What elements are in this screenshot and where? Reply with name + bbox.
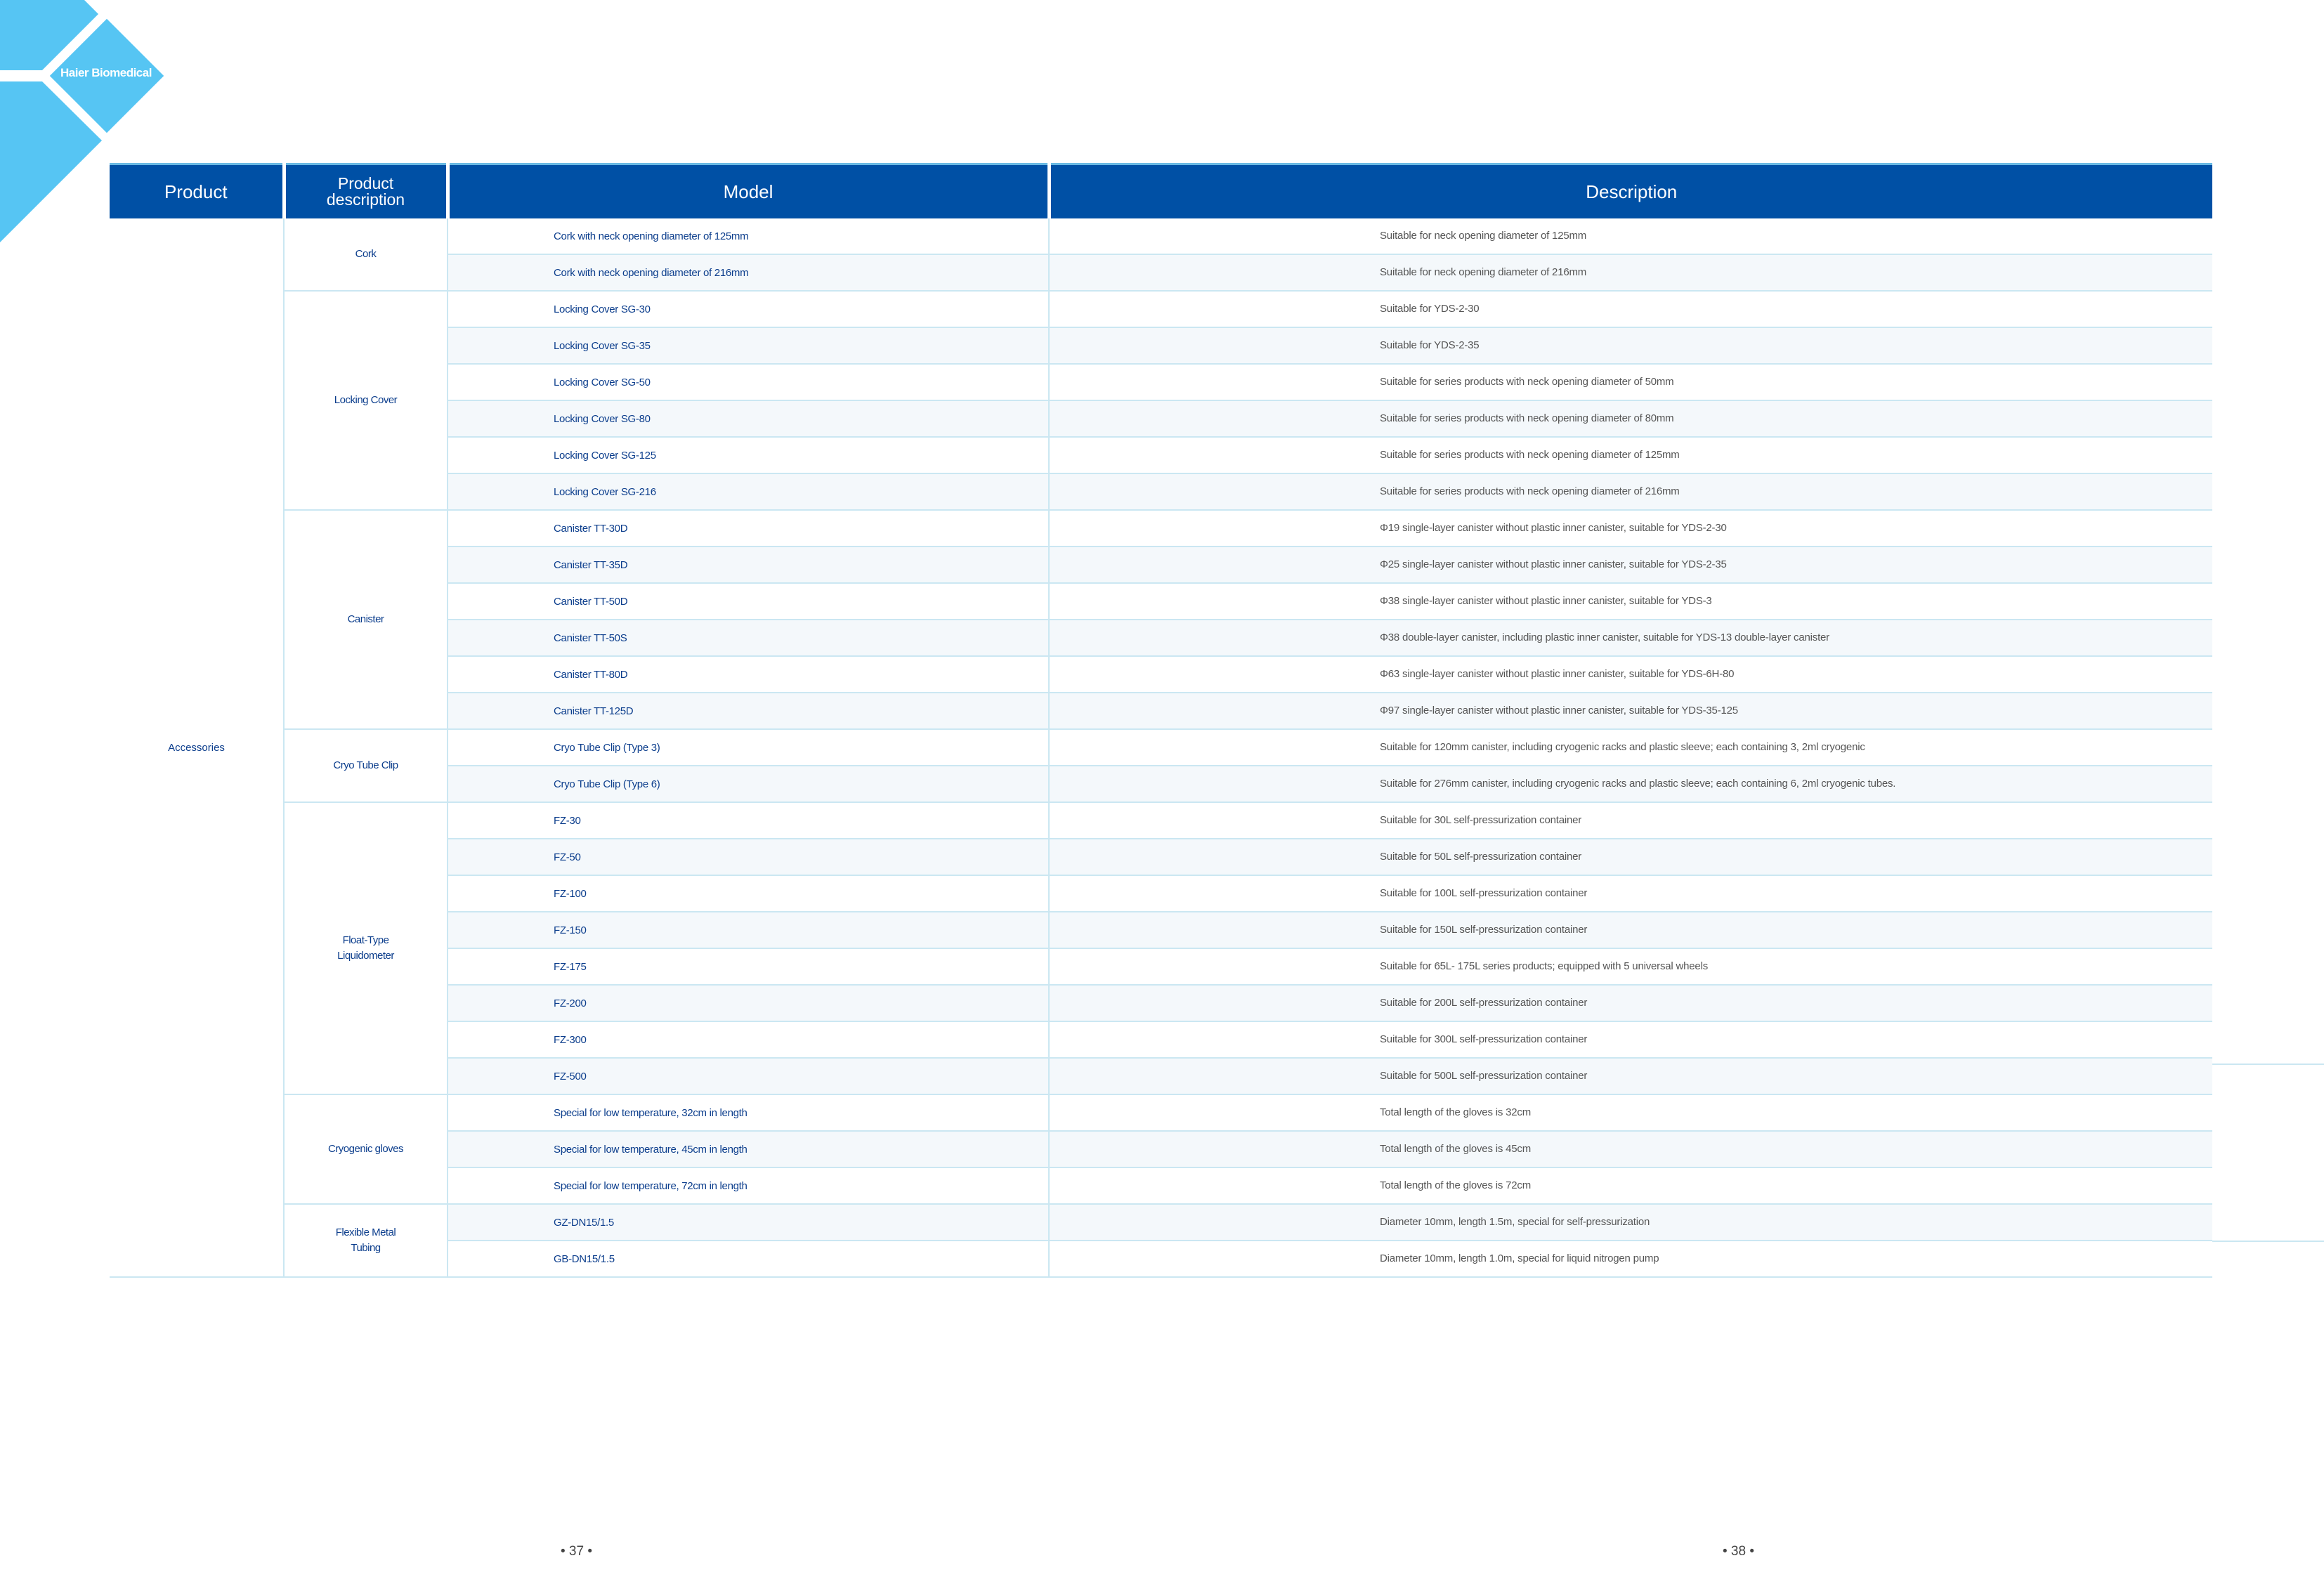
description-cell: [1049, 1021, 2212, 1058]
model-cell: Cryo Tube Clip (Type 6): [448, 766, 1049, 802]
page-number-left: • 37 •: [561, 1544, 592, 1559]
table-row: [110, 1204, 2212, 1241]
header-model: Model: [448, 164, 1049, 219]
table-row: [110, 802, 2212, 839]
model-cell: FZ-50: [448, 839, 1049, 875]
description-text: Suitable for 30L self-pressurization container: [1380, 814, 1582, 826]
description-cell: [1049, 1167, 2212, 1204]
description-text: Suitable for 300L self-pressurization container: [1380, 1033, 1588, 1045]
model-cell: FZ-150: [448, 912, 1049, 948]
description-text: Suitable for series products with neck opening diameter of 50mm: [1380, 376, 1674, 388]
description-cell: [1049, 729, 2212, 766]
description-cell: [1049, 839, 2212, 875]
header-description: Description: [1049, 164, 2212, 219]
description-cell: [1049, 218, 2212, 254]
model-cell: Canister TT-50S: [448, 620, 1049, 656]
description-text: Suitable for 500L self-pressurization container: [1380, 1070, 1588, 1082]
model-cell: Canister TT-125D: [448, 693, 1049, 729]
description-cell: [1049, 766, 2212, 802]
description-text: Φ25 single-layer canister without plastic inner canister, suitable for YDS-2-35: [1380, 558, 1727, 570]
product-description-text: Cryogenic gloves: [327, 1143, 404, 1155]
description-cell: [1049, 802, 2212, 839]
model-cell: GB-DN15/1.5: [448, 1241, 1049, 1277]
page-number-right: • 38 •: [1723, 1544, 1754, 1559]
model-cell: Locking Cover SG-35: [448, 327, 1049, 364]
header-product: Product: [110, 164, 284, 219]
model-cell: Locking Cover SG-30: [448, 291, 1049, 327]
description-cell: [1049, 656, 2212, 693]
model-cell: Locking Cover SG-125: [448, 437, 1049, 473]
description-text: Φ38 single-layer canister without plastic inner canister, suitable for YDS-3: [1380, 595, 1712, 607]
product-cell: Accessories: [110, 218, 284, 1277]
model-cell: FZ-500: [448, 1058, 1049, 1094]
description-cell: [1049, 1131, 2212, 1167]
description-text: Φ19 single-layer canister without plastic inner canister, suitable for YDS-2-30: [1380, 522, 1727, 534]
description-text: Φ97 single-layer canister without plastic inner canister, suitable for YDS-35-125: [1380, 705, 1738, 716]
product-description-text: Tubing: [351, 1242, 381, 1254]
product-description-cell: [284, 510, 448, 729]
product-description-cell: [284, 729, 448, 802]
description-cell: [1049, 583, 2212, 620]
description-cell: [1049, 1058, 2212, 1094]
description-text: Suitable for 120mm canister, including cryogenic racks and plastic sleeve; each containing 3, 2ml cryogenic: [1380, 741, 1865, 753]
description-cell: [1049, 912, 2212, 948]
product-description-text: Locking Cover: [334, 394, 398, 406]
table-body: [110, 218, 2212, 1277]
description-text: Suitable for 150L self-pressurization container: [1380, 924, 1588, 936]
product-description-text: Canister: [347, 613, 384, 625]
description-text: Suitable for 276mm canister, including cryogenic racks and plastic sleeve; each containing 6, 2ml cryogenic tubes.: [1380, 778, 1896, 790]
description-cell: [1049, 400, 2212, 437]
logo-text: Haier Biomedical: [60, 66, 152, 79]
divider: [2212, 1241, 2324, 1242]
product-description-cell: [284, 218, 448, 291]
table-row: [110, 729, 2212, 766]
model-cell: FZ-175: [448, 948, 1049, 985]
description-cell: [1049, 948, 2212, 985]
description-text: Total length of the gloves is 32cm: [1380, 1106, 1531, 1118]
model-cell: Canister TT-80D: [448, 656, 1049, 693]
description-cell: [1049, 1204, 2212, 1241]
model-cell: Canister TT-35D: [448, 547, 1049, 583]
description-text: Suitable for series products with neck opening diameter of 125mm: [1380, 449, 1680, 461]
description-text: Total length of the gloves is 72cm: [1380, 1179, 1531, 1191]
model-cell: Cryo Tube Clip (Type 3): [448, 729, 1049, 766]
model-cell: Locking Cover SG-80: [448, 400, 1049, 437]
description-cell: [1049, 1094, 2212, 1131]
model-cell: FZ-30: [448, 802, 1049, 839]
product-description-cell: [284, 802, 448, 1094]
description-text: Suitable for YDS-2-35: [1380, 339, 1480, 351]
description-text: Suitable for 200L self-pressurization container: [1380, 997, 1588, 1009]
description-text: Suitable for neck opening diameter of 216mm: [1380, 266, 1587, 278]
model-cell: FZ-200: [448, 985, 1049, 1021]
product-description-text: Cork: [355, 248, 377, 260]
description-cell: [1049, 473, 2212, 510]
product-description-text: Flexible Metal: [335, 1226, 396, 1238]
table-row: [110, 291, 2212, 327]
description-cell: [1049, 547, 2212, 583]
description-cell: [1049, 291, 2212, 327]
description-text: Suitable for YDS-2-30: [1380, 303, 1480, 315]
product-description-cell: [284, 1204, 448, 1277]
description-cell: [1049, 364, 2212, 400]
product-description-text: Liquidometer: [337, 950, 394, 962]
description-cell: [1049, 620, 2212, 656]
model-cell: Locking Cover SG-216: [448, 473, 1049, 510]
model-cell: GZ-DN15/1.5: [448, 1204, 1049, 1241]
description-text: Suitable for 50L self-pressurization container: [1380, 851, 1582, 863]
description-cell: [1049, 1241, 2212, 1277]
divider: [2212, 1064, 2324, 1065]
description-cell: [1049, 875, 2212, 912]
description-text: Total length of the gloves is 45cm: [1380, 1143, 1531, 1155]
table-header-row: [110, 164, 2212, 219]
description-cell: [1049, 437, 2212, 473]
model-cell: Special for low temperature, 72cm in length: [448, 1167, 1049, 1204]
description-text: Suitable for series products with neck opening diameter of 80mm: [1380, 412, 1674, 424]
product-description-text: Cryo Tube Clip: [333, 759, 398, 771]
description-text: Suitable for series products with neck opening diameter of 216mm: [1380, 485, 1680, 497]
description-text: Diameter 10mm, length 1.5m, special for self-pressurization: [1380, 1216, 1650, 1228]
description-cell: [1049, 327, 2212, 364]
table-row: [110, 1094, 2212, 1131]
model-cell: Canister TT-50D: [448, 583, 1049, 620]
description-cell: [1049, 985, 2212, 1021]
description-text: Φ38 double-layer canister, including plastic inner canister, suitable for YDS-13 double-layer canister: [1380, 632, 1829, 643]
description-cell: [1049, 510, 2212, 547]
description-text: Suitable for 65L- 175L series products; equipped with 5 universal wheels: [1380, 960, 1708, 972]
description-cell: [1049, 254, 2212, 291]
model-cell: FZ-100: [448, 875, 1049, 912]
model-cell: Cork with neck opening diameter of 216mm: [448, 254, 1049, 291]
table-row: [110, 218, 2212, 254]
description-text: Suitable for 100L self-pressurization container: [1380, 887, 1588, 899]
model-cell: Special for low temperature, 32cm in length: [448, 1094, 1049, 1131]
model-cell: Locking Cover SG-50: [448, 364, 1049, 400]
product-description-cell: [284, 291, 448, 510]
accessories-table: [110, 163, 2212, 1278]
description-text: Φ63 single-layer canister without plastic inner canister, suitable for YDS-6H-80: [1380, 668, 1735, 680]
header-product-description: [284, 164, 448, 219]
product-description-cell: [284, 1094, 448, 1204]
table-row: [110, 510, 2212, 547]
description-text: Suitable for neck opening diameter of 125mm: [1380, 230, 1587, 242]
header-product-description-l2: description: [326, 190, 405, 209]
model-cell: Cork with neck opening diameter of 125mm: [448, 218, 1049, 254]
model-cell: Special for low temperature, 45cm in length: [448, 1131, 1049, 1167]
header-product-description-l1: Product: [337, 174, 394, 192]
product-description-text: Float-Type: [342, 934, 389, 946]
model-cell: Canister TT-30D: [448, 510, 1049, 547]
description-cell: [1049, 693, 2212, 729]
model-cell: FZ-300: [448, 1021, 1049, 1058]
description-text: Diameter 10mm, length 1.0m, special for liquid nitrogen pump: [1380, 1252, 1659, 1264]
